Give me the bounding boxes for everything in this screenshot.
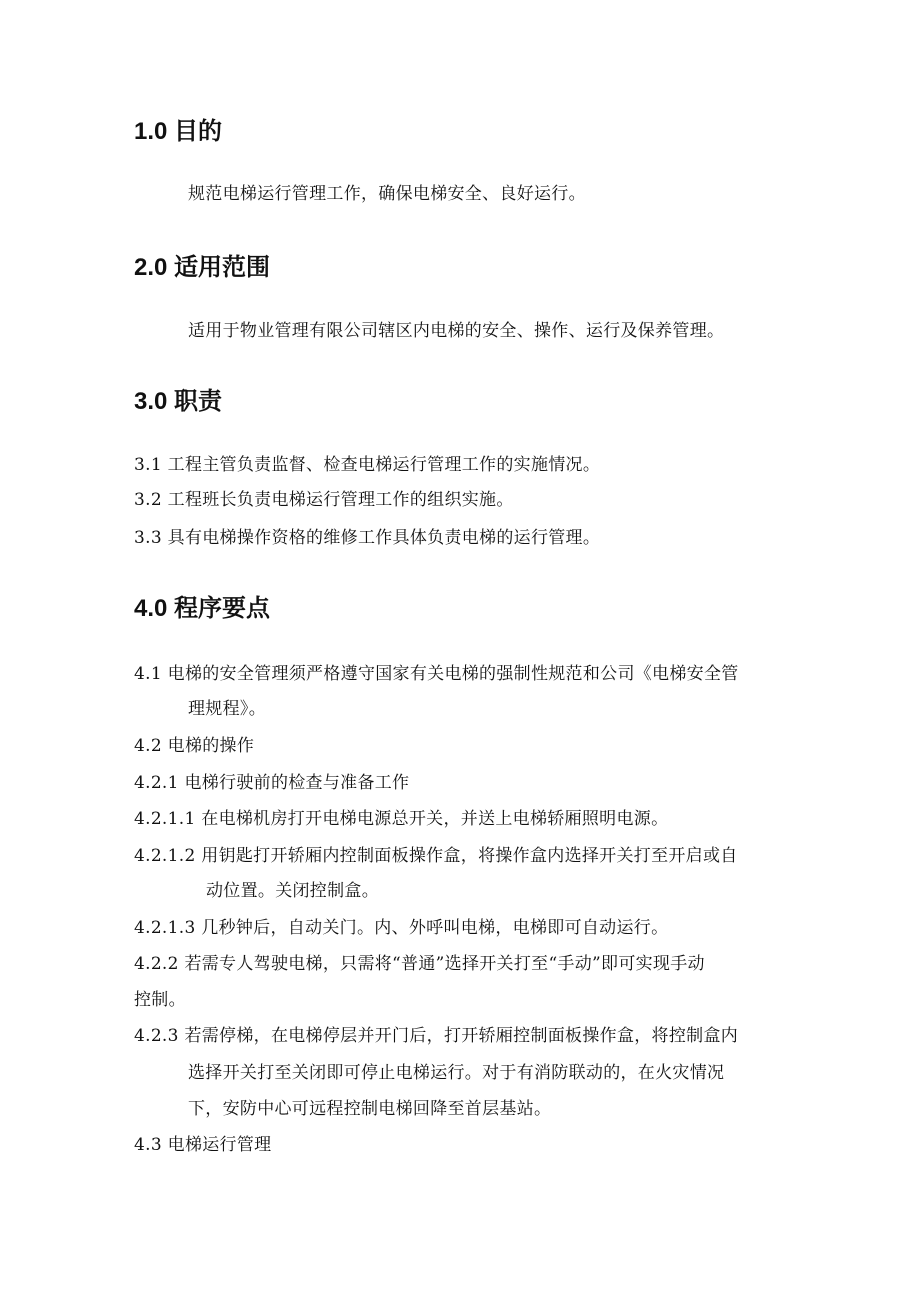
responsibility-item: 3.2 工程班长负责电梯运行管理工作的组织实施。	[134, 490, 514, 510]
procedure-line: 4.1 电梯的安全管理须严格遵守国家有关电梯的强制性规范和公司《电梯安全管	[134, 664, 739, 684]
procedure-line: 动位置。关闭控制盒。	[206, 881, 379, 901]
purpose-text: 规范电梯运行管理工作，确保电梯安全、良好运行。	[188, 184, 586, 204]
responsibility-item: 3.1 工程主管负责监督、检查电梯运行管理工作的实施情况。	[134, 455, 601, 475]
procedure-line: 4.2.3 若需停梯，在电梯停层并开门后，打开轿厢控制面板操作盒，将控制盒内	[134, 1026, 739, 1046]
scope-text: 适用于物业管理有限公司辖区内电梯的安全、操作、运行及保养管理。	[188, 321, 725, 341]
section-heading-responsibilities: 3.0 职责	[134, 388, 223, 415]
procedure-line: 4.2.1.1 在电梯机房打开电梯电源总开关，并送上电梯轿厢照明电源。	[134, 809, 669, 829]
section-heading-purpose: 1.0 目的	[134, 118, 223, 145]
procedure-line: 控制。	[134, 990, 186, 1010]
section-heading-scope: 2.0 适用范围	[134, 254, 271, 281]
procedure-line: 4.3 电梯运行管理	[134, 1135, 272, 1155]
procedure-line: 4.2.2 若需专人驾驶电梯，只需将“普通”选择开关打至“手动”即可实现手动	[134, 954, 705, 974]
procedure-line: 4.2 电梯的操作	[134, 736, 255, 756]
procedure-line: 选择开关打至关闭即可停止电梯运行。对于有消防联动的，在火灾情况	[188, 1063, 725, 1083]
responsibility-item: 3.3 具有电梯操作资格的维修工作具体负责电梯的运行管理。	[134, 528, 601, 548]
procedure-line: 4.2.1 电梯行驶前的检查与准备工作	[134, 773, 410, 793]
procedure-line: 4.2.1.2 用钥匙打开轿厢内控制面板操作盒，将操作盒内选择开关打至开启或自	[134, 846, 738, 866]
procedure-line: 4.2.1.3 几秒钟后，自动关门。内、外呼叫电梯，电梯即可自动运行。	[134, 918, 669, 938]
section-heading-procedures: 4.0 程序要点	[134, 595, 271, 622]
procedure-line: 下，安防中心可远程控制电梯回降至首层基站。	[188, 1099, 552, 1119]
procedure-line: 理规程》。	[188, 699, 266, 719]
